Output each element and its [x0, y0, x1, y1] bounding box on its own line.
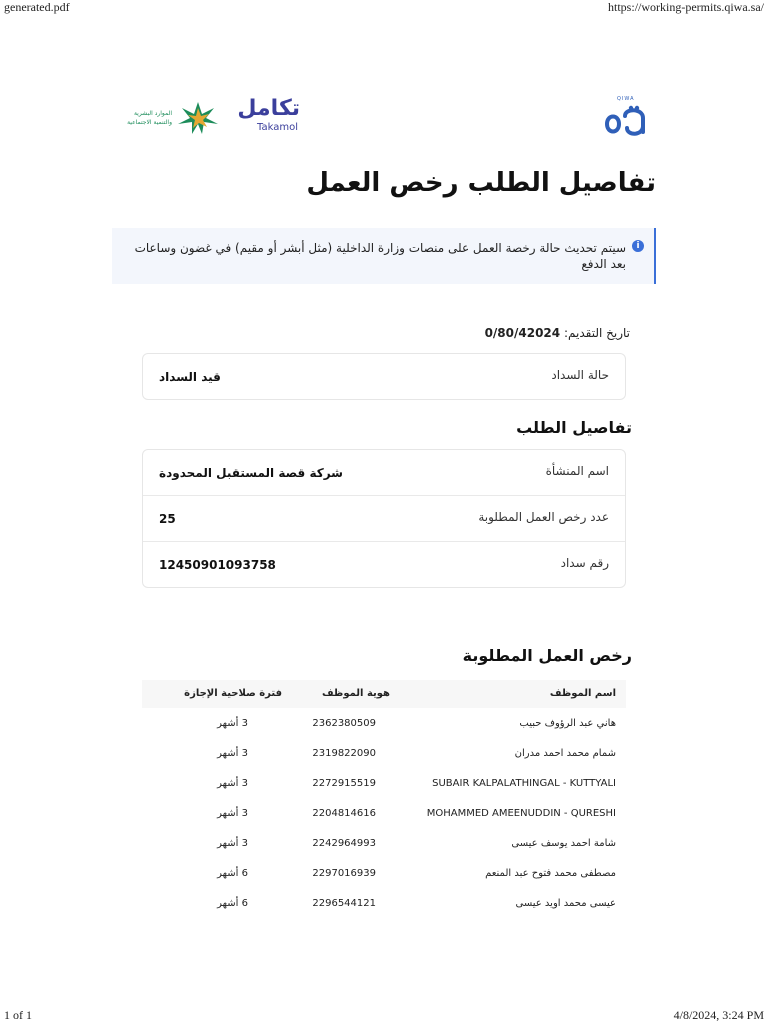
table-row	[142, 738, 626, 768]
qiwa-mark-icon	[603, 102, 655, 142]
qiwa-caption: QIWA	[617, 96, 635, 102]
permit-duration: 6 أشهر	[217, 898, 248, 909]
hrsd-logo	[110, 100, 220, 136]
employee-name: MOHAMMED AMEENUDDIN - QURESHI	[426, 808, 616, 819]
table-row	[142, 708, 626, 738]
employee-id: 2242964993	[312, 838, 376, 849]
submission-date	[485, 326, 630, 340]
table-row	[142, 888, 626, 918]
notice-text: سيتم تحديث حالة رخصة العمل على منصات وزارة الداخلية (مثل أبشر أو مقيم) في غضون وساعات بعد الدفع	[134, 241, 626, 271]
info-icon: i	[632, 240, 644, 252]
details-card	[142, 449, 626, 588]
table-row	[142, 858, 626, 888]
print-timestamp: 4/8/2024, 3:24 PM	[673, 1008, 764, 1022]
employee-id: 2297016939	[312, 868, 376, 879]
table-row	[142, 798, 626, 828]
employee-id: 2296544121	[312, 898, 376, 909]
details-label: عدد رخص العمل المطلوبة	[478, 510, 609, 524]
table-row	[142, 768, 626, 798]
details-row	[143, 542, 625, 587]
page-url[interactable]: https://working-permits.qiwa.sa/	[608, 0, 764, 14]
hrsd-name-line2: والتنمية الاجتماعية	[127, 119, 172, 126]
permit-duration: 3 أشهر	[217, 838, 248, 849]
print-footer	[0, 1008, 768, 1024]
employee-name: شامة احمد يوسف عيسى	[511, 838, 616, 849]
date-label: تاريخ التقديم:	[563, 326, 630, 340]
permits-table	[142, 680, 626, 918]
info-notice	[112, 228, 656, 284]
employee-id: 2204814616	[312, 808, 376, 819]
employee-name: مصطفى محمد فتوح عبد المنعم	[485, 868, 616, 879]
permit-duration: 3 أشهر	[217, 778, 248, 789]
employee-id: 2362380509	[312, 718, 376, 729]
payment-status-card	[142, 353, 626, 400]
header-name: اسم الموظف	[549, 688, 616, 699]
employee-name: SUBAIR KALPALATHINGAL - KUTTYALI	[432, 778, 616, 789]
employee-name: شمام محمد احمد مدران	[514, 748, 616, 759]
employee-name: عيسى محمد اويد عيسى	[515, 898, 616, 909]
details-value: 25	[159, 512, 176, 526]
table-row	[142, 828, 626, 858]
payment-status-row	[143, 354, 625, 399]
date-value: 0/80/42024	[484, 326, 561, 340]
page-count: 1 of 1	[4, 1008, 32, 1022]
table-header	[142, 680, 626, 708]
header-id: هوية الموظف	[322, 688, 390, 699]
hrsd-name-line1: الموارد البشرية	[133, 110, 172, 117]
permit-duration: 3 أشهر	[217, 808, 248, 819]
permit-duration: 3 أشهر	[217, 748, 248, 759]
details-value: 12450901093758	[159, 558, 276, 572]
details-label: رقم سداد	[560, 556, 609, 570]
header-duration: فترة صلاحية الإجازة	[184, 688, 282, 699]
qiwa-logo	[603, 96, 655, 140]
details-label: اسم المنشأة	[545, 464, 609, 478]
employee-id: 2319822090	[312, 748, 376, 759]
hrsd-emblem-icon	[176, 100, 220, 136]
page-title: تفاصيل الطلب رخص العمل	[306, 168, 656, 198]
takamol-arabic: تكامل	[237, 96, 300, 121]
document-name: generated.pdf	[4, 0, 70, 14]
permit-duration: 6 أشهر	[217, 868, 248, 879]
permit-duration: 3 أشهر	[217, 718, 248, 729]
employee-name: هاني عبد الرؤوف حبيب	[519, 718, 616, 729]
details-row	[143, 496, 625, 542]
details-row	[143, 450, 625, 496]
employee-id: 2272915519	[312, 778, 376, 789]
details-title: تفاصيل الطلب	[516, 418, 632, 437]
details-value: شركة قصة المستقبل المحدودة	[159, 466, 343, 480]
takamol-english: Takamol	[257, 122, 298, 133]
print-header	[0, 0, 768, 14]
payment-status-label: حالة السداد	[551, 368, 609, 382]
takamol-logo	[236, 96, 302, 136]
permits-title: رخص العمل المطلوبة	[462, 646, 632, 665]
payment-status-value: قيد السداد	[159, 370, 221, 384]
